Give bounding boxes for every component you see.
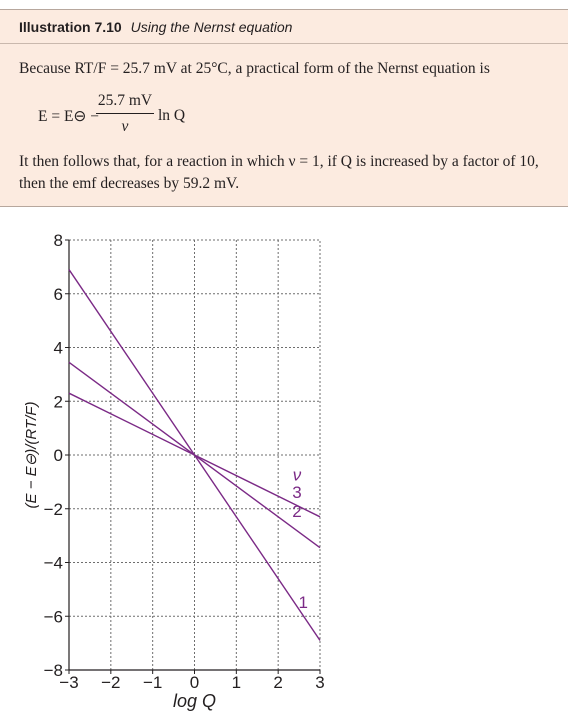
conclusion-line-2: then the emf decreases by 59.2 mV. [19, 175, 240, 192]
y-tick-label: −6 [43, 607, 63, 627]
conclusion-line-1: It then follows that, for a reaction in which ν = 1, if Q is increased by a factor of 10, [19, 153, 539, 170]
y-tick-label: 8 [53, 231, 63, 250]
series-labels [292, 466, 308, 613]
illustration-header [0, 10, 568, 44]
equation-numerator: 25.7 mV [97, 92, 153, 109]
y-tick-label: 0 [53, 446, 63, 465]
series-label-1: 1 [298, 593, 309, 613]
y-tick-label: −8 [43, 661, 63, 680]
y-axis-label: (E − E⊖)/(RT/F) [23, 401, 40, 509]
series-label-3: 3 [292, 483, 302, 502]
nernst-equation [38, 89, 338, 145]
grid-layer [69, 240, 320, 670]
x-tick-label: 0 [189, 673, 200, 692]
y-tick-label: 4 [53, 338, 63, 358]
equation-fraction [96, 89, 154, 138]
x-tick-label: 1 [231, 673, 242, 692]
x-tick-label: −3 [59, 673, 79, 692]
y-tick-label: −2 [43, 499, 63, 519]
equation-denominator: ν [121, 118, 129, 135]
x-tick-label: 2 [273, 673, 283, 692]
series-layer [69, 270, 320, 641]
x-tick-label: 3 [315, 673, 325, 692]
intro-paragraph: Because RT/F = 25.7 mV at 25°C, a practical form of the Nernst equation is [19, 60, 490, 77]
x-tick-label: −1 [142, 673, 163, 692]
y-tick-label: 2 [53, 392, 63, 412]
equation-lhs: E = E⊖ − [38, 108, 100, 125]
legend-title: ν [292, 465, 302, 485]
axis-layer [65, 240, 320, 674]
illustration-panel [0, 9, 568, 207]
illustration-label: Illustration 7.10 [19, 19, 122, 35]
series-line-3 [69, 393, 320, 517]
series-line-2 [69, 362, 320, 547]
illustration-subtitle: Using the Nernst equation [130, 19, 293, 35]
equation-rhs: ln Q [158, 107, 186, 124]
y-tick-label: −4 [43, 553, 63, 573]
tick-layer [44, 231, 325, 692]
series-line-1 [69, 270, 320, 641]
plot-frame [69, 240, 320, 670]
x-axis-label: log Q [172, 691, 217, 711]
x-tick-label: −2 [101, 673, 121, 692]
y-tick-label: 6 [53, 284, 63, 304]
series-label-2: 2 [292, 501, 302, 521]
